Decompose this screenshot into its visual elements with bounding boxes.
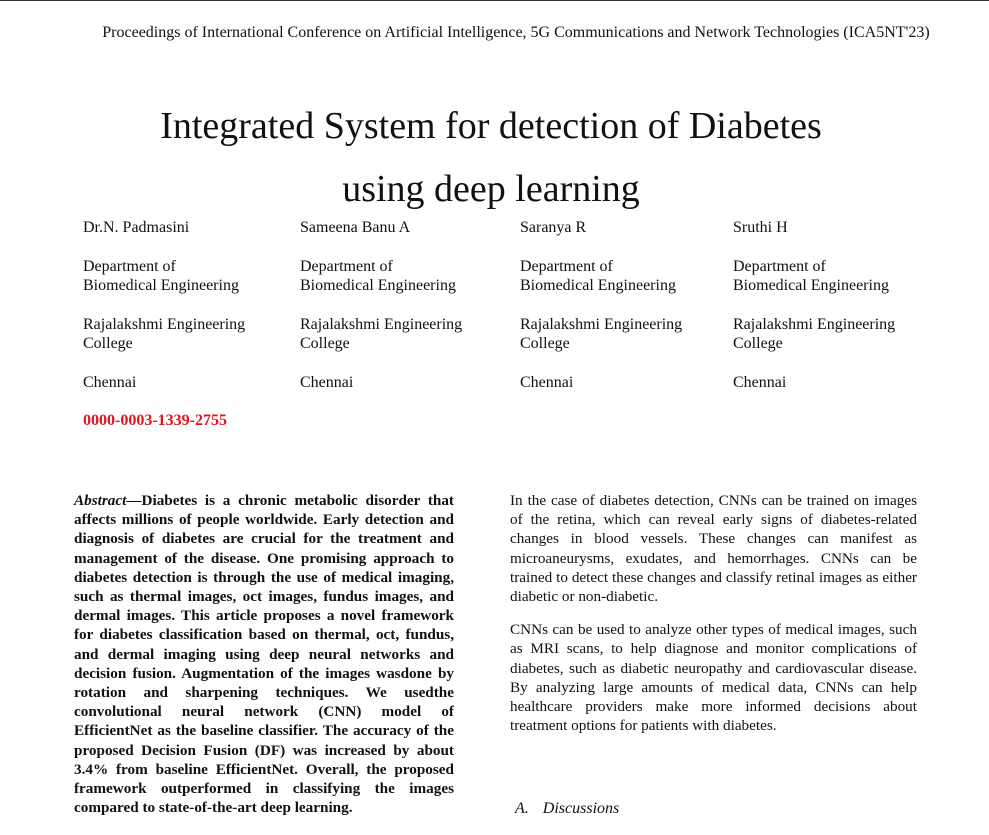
author-department-name: Biomedical Engineering (520, 277, 676, 294)
author-institution-suffix: College (300, 335, 350, 352)
author-orcid: 0000-0003-1339-2755 (83, 412, 227, 429)
running-header: Proceedings of International Conference on Artificial Intelligence, 5G Communications and Network Technologies (ICA5NT'23) (102, 24, 930, 41)
author-department: Department of (300, 258, 393, 275)
body-paragraph-2: CNNs can be used to analyze other types of medical images, such as MRI scans, to help diagnose and monitor complications of diabetes, such as diabetic neuropathy and cardiovascular disease. By analyzing large amounts of medical data, CNNs can help healthcare providers make more informed decisions about treatment options for patients with diabetes. (510, 621, 917, 735)
author-department-name: Biomedical Engineering (83, 277, 239, 294)
author-department: Department of (83, 258, 176, 275)
section-heading-discussions (515, 800, 619, 818)
abstract-label: Abstract (74, 492, 127, 509)
abstract (74, 491, 454, 817)
author-city: Chennai (300, 374, 354, 391)
author-block-3 (520, 218, 682, 392)
author-name: Sruthi H (733, 219, 788, 236)
author-city: Chennai (83, 374, 137, 391)
author-department-name: Biomedical Engineering (300, 277, 456, 294)
author-institution-suffix: College (83, 335, 133, 352)
author-institution: Rajalakshmi Engineering (300, 316, 463, 333)
author-name: Dr.N. Padmasini (83, 219, 190, 236)
author-institution: Rajalakshmi Engineering (733, 316, 896, 333)
paper-title (0, 95, 982, 221)
author-city: Chennai (520, 374, 574, 391)
section-number: A. (515, 800, 529, 817)
author-block-1 (83, 218, 245, 430)
top-rule (0, 0, 989, 1)
author-block-4 (733, 218, 895, 392)
author-institution-suffix: College (520, 335, 570, 352)
abstract-dash: — (126, 492, 142, 509)
author-institution: Rajalakshmi Engineering (83, 316, 246, 333)
author-institution-suffix: College (733, 335, 783, 352)
title-line-1: Integrated System for detection of Diabetes (160, 105, 822, 147)
author-department-name: Biomedical Engineering (733, 277, 889, 294)
author-city: Chennai (733, 374, 787, 391)
section-title: Discussions (542, 800, 620, 817)
body-paragraph-1: In the case of diabetes detection, CNNs can be trained on images of the retina, which can reveal early signs of diabetes-related changes in blood vessels. These changes can manifest as microaneurysms, exudates, and hemorrhages. CNNs can be trained to detect these changes and classify retinal images as either diabetic or non-diabetic. (510, 492, 917, 606)
title-line-2: using deep learning (342, 168, 640, 210)
author-department: Department of (520, 258, 613, 275)
abstract-text: Diabetes is a chronic metabolic disorder that affects millions of people worldwide. Early detection and diagnosis of diabetes are crucial for the treatment and management of the disease. One promising approach to diabetes detection is through the use of medical imaging, such as thermal images, oct images, fundus images, and dermal images. This article proposes a novel framework for diabetes classification based on thermal, oct, fundus, and dermal imaging using deep neural networks and decision fusion. Augmentation of the images wasdone by rotation and sharpening techniques. We usedthe convolutional neural network (CNN) model of EfficientNet as the baseline classifier. The accuracy of the proposed Decision Fusion (DF) was increased by about 3.4% from baseline EfficientNet. Overall, the proposed framework outperformed in classifying the images compared to state-of-the-art deep learning. (74, 492, 454, 817)
author-institution: Rajalakshmi Engineering (520, 316, 683, 333)
author-block-2 (300, 218, 462, 392)
author-name: Sameena Banu A (300, 219, 411, 236)
author-name: Saranya R (520, 219, 587, 236)
body-column-right (510, 491, 917, 749)
author-department: Department of (733, 258, 826, 275)
